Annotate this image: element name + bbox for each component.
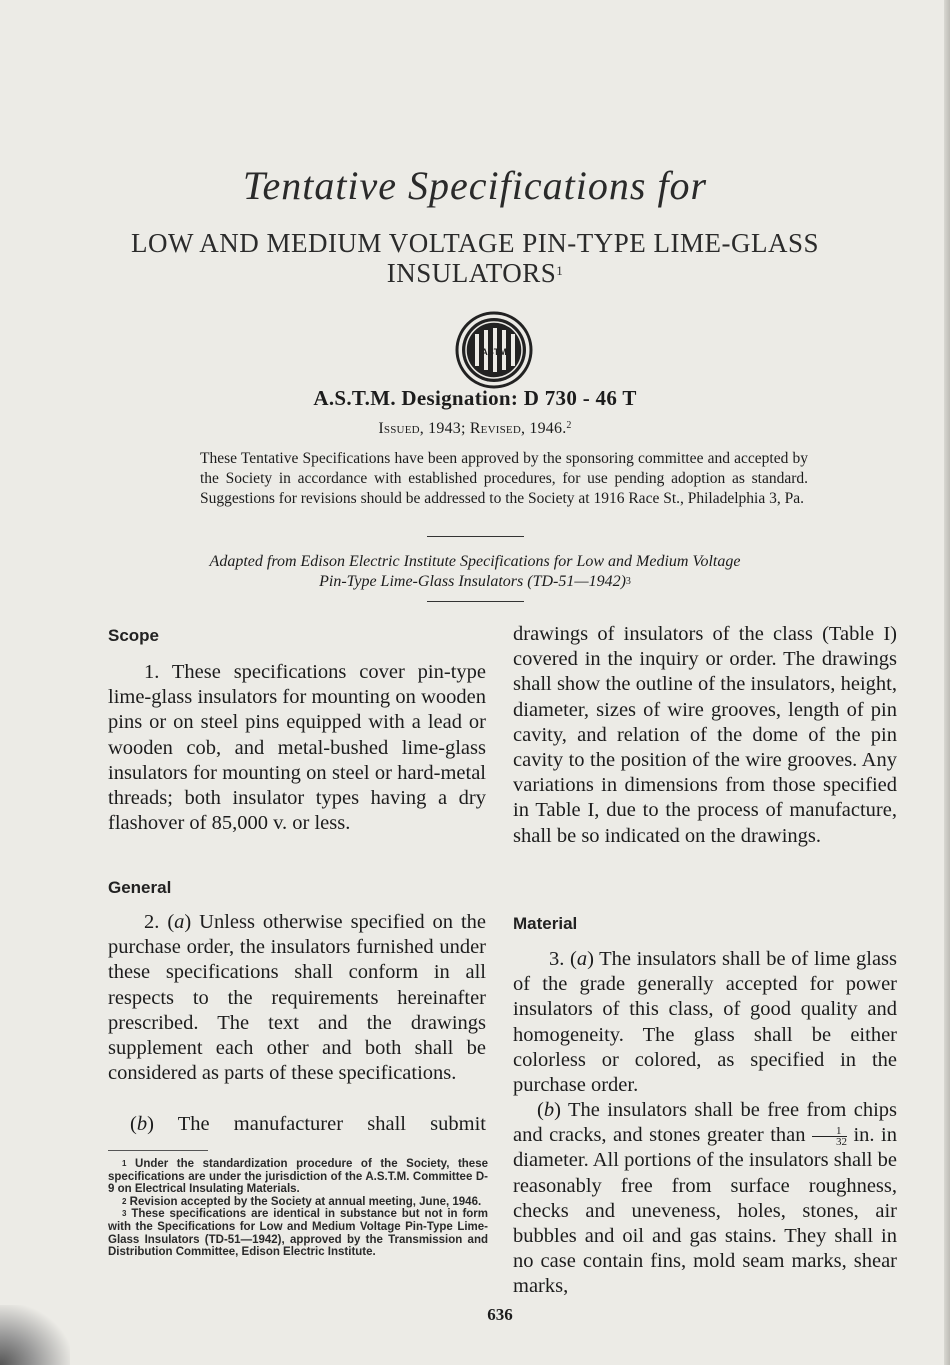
astm-logo-icon <box>454 310 534 390</box>
footnote-3-mark: 3 <box>122 1209 127 1219</box>
main-title-line2-text: INSULATORS <box>386 258 557 288</box>
fraction-numerator: 1 <box>812 1126 847 1137</box>
scope-heading: Scope <box>108 626 160 645</box>
issued-line <box>0 420 950 438</box>
divider-bottom <box>427 601 524 602</box>
material-a-text: ) The insulators shall be of lime glass of the grade generally accepted for power insulators of this class, of good quality and homogeneity. The glass shall be either colorless or colored, as specified in the purchase order. <box>513 948 898 1097</box>
page-corner-shadow <box>0 1305 70 1365</box>
general-b-prefix: ( <box>130 1113 137 1135</box>
title-footnote-mark: 1 <box>556 263 564 278</box>
material-a-letter: a <box>576 948 588 970</box>
adapted-footnote-mark: 3 <box>625 576 631 587</box>
material-heading: Material <box>513 914 578 933</box>
general-b-text: ) The manufacturer shall submit <box>147 1113 486 1135</box>
footnotes <box>108 1158 488 1259</box>
logo-text: ASTM <box>481 347 507 357</box>
material-paragraph-a <box>513 947 897 1098</box>
footnote-2-text: Revision accepted by the Society at annual meeting, June, 1946. <box>126 1195 482 1208</box>
general-a-letter: a <box>174 911 185 933</box>
approval-notice: These Tentative Specifications have been approved by the sponsoring committee and accepted by the Society in accordance with established procedures, for use pending adoption as standard. Suggestions for revisions should be addressed to the Society at 1916 Race St., Philadelphia 3, Pa. <box>200 450 808 507</box>
revised-footnote-mark: 2 <box>566 420 572 431</box>
designation: A.S.T.M. Designation: D 730 - 46 T <box>313 386 637 410</box>
general-a-prefix: 2. ( <box>144 911 175 933</box>
italic-title: Tentative Specifications for <box>242 163 708 208</box>
main-title <box>0 228 950 288</box>
issued-year: , 1943; <box>419 420 470 437</box>
material-a-prefix: 3. ( <box>549 948 577 970</box>
footnote-3-text: These specifications are identical in substance but not in form with the Specifications for Low and Medium Voltage Pin-Type Lime-Glass Insulators (TD-51—1942), approved by the Transmission and Distribution Committee, Edison Electric Institute. <box>108 1208 488 1259</box>
general-paragraph-b <box>108 1112 486 1137</box>
fraction-denominator: 32 <box>836 1136 847 1148</box>
revised-label: Revised <box>469 420 521 437</box>
material-b-letter: b <box>543 1099 555 1121</box>
main-title-line1: LOW AND MEDIUM VOLTAGE PIN-TYPE LIME-GLASS <box>130 228 820 258</box>
drawings-paragraph: drawings of insulators of the class (Table I) covered in the inquiry or order. The drawings shall show the outline of the insulators, height, diameter, sizes of wire grooves, length of pin cavity, and relation of the dome of the pin cavity to the position of the wire grooves. Any variations in dimensions from those specified in Table I, due to the process of manufacture, shall be so indicated on the drawings. <box>513 623 897 847</box>
material-b-text1: ) The insulators shall be free from chips and cracks, and stones greater than <box>513 1099 897 1147</box>
footnote-divider <box>108 1150 208 1151</box>
footnote-1-mark: 1 <box>122 1159 127 1168</box>
footnote-1 <box>108 1158 488 1196</box>
material-b-text2: in. in diameter. All portions of the insulators shall be reasonably free from surface roughness, checks and uneveness, holes, stones, air bubbles and oil and gas stains. They shall in no case contain fins, mold seam marks, shear marks, <box>513 1124 897 1298</box>
material-b-prefix: ( <box>537 1099 544 1121</box>
footnote-1-text: Under the standardization procedure of the Society, these specifications are under the jurisdiction of the A.S.T.M. Committee D-9 on Electrical Insulating Materials. <box>108 1158 488 1196</box>
footnote-2 <box>108 1196 488 1209</box>
divider-top <box>427 536 524 537</box>
scope-paragraph: 1. These specifications cover pin-type lime-glass insulators for mounting on wooden pins or on steel pins equipped with a lead or wooden cob, and metal-bushed lime-glass insulators for mounting on steel or hard-metal threads; both insulator types having a dry flashover of 85,000 v. or less. <box>108 661 486 835</box>
issued-label: Issued <box>378 420 420 437</box>
adapted-line2 <box>0 572 950 592</box>
general-a-text: ) Unless otherwise specified on the purchase order, the insulators furnished under these specifications shall conform in all respects to the requirements hereinafter prescribed. The text and the drawings supplement each other and both shall be considered as parts of these specifications. <box>108 911 486 1085</box>
material-paragraph-b <box>513 1098 897 1300</box>
adapted-from <box>0 552 950 592</box>
main-title-line2 <box>0 258 950 288</box>
general-paragraph-a <box>108 910 486 1086</box>
footnote-3 <box>108 1208 488 1258</box>
footnote-2-mark: 2 <box>122 1196 127 1206</box>
general-heading: General <box>108 878 172 897</box>
fraction-one-thirty-second <box>812 1126 847 1147</box>
adapted-line2-text: Pin-Type Lime-Glass Insulators (TD-51—1942) <box>319 573 626 590</box>
revised-year: , 1946. <box>521 420 567 437</box>
general-b-letter: b <box>136 1113 148 1135</box>
adapted-line1: Adapted from Edison Electric Institute Specifications for Low and Medium Voltage <box>209 553 741 570</box>
page-number: 636 <box>487 1305 513 1324</box>
